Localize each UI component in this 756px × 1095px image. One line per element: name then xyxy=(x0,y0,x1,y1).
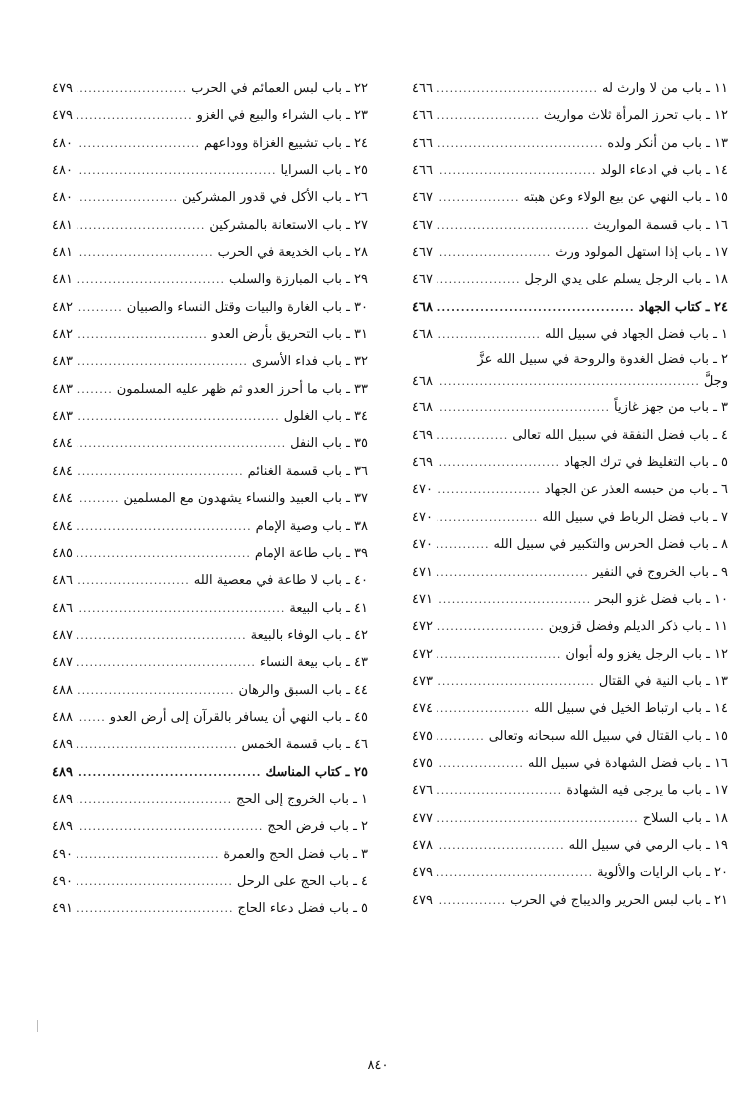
entry-page-number: ٤٦٦ xyxy=(412,135,433,151)
dot-leader xyxy=(437,887,506,914)
index-entry xyxy=(52,102,368,129)
dot-leader xyxy=(77,157,277,184)
book-heading-entry xyxy=(412,294,728,321)
index-entry xyxy=(52,266,368,293)
entry-title: ٣ ـ باب فضل الحج والعمرة xyxy=(223,846,368,862)
index-entry xyxy=(412,157,728,184)
dot-leader xyxy=(77,540,251,567)
entry-page-number: ٤٦٦ xyxy=(412,163,433,179)
entry-title: ٣٤ ـ باب الغلول xyxy=(283,409,368,425)
dot-leader xyxy=(77,841,219,868)
entry-page-number: ٤٧١ xyxy=(412,564,433,580)
entry-title: ٤١ ـ باب البيعة xyxy=(289,600,368,616)
dot-leader xyxy=(437,777,562,804)
entry-page-number: ٤٩٠ xyxy=(52,846,73,862)
entry-title: ١١ ـ باب ذكر الديلم وفضل قزوين xyxy=(548,619,728,635)
index-entry xyxy=(52,485,368,512)
index-entry xyxy=(412,394,728,421)
dot-leader xyxy=(77,266,225,293)
entry-page-number: ٤٨٤ xyxy=(52,436,73,452)
entry-title: ٣٦ ـ باب قسمة الغنائم xyxy=(247,463,368,479)
index-entry xyxy=(412,531,728,558)
entry-title: ١٢ ـ باب تحرز المرأة ثلاث مواريث xyxy=(543,108,728,124)
entry-title: ٢ ـ باب فضل الغدوة والروحة في سبيل الله عزَّ xyxy=(477,352,728,368)
entry-title: ٩ ـ باب الخروج في النفير xyxy=(592,564,728,580)
dot-leader xyxy=(77,649,256,676)
dot-leader xyxy=(437,157,596,184)
entry-page-number: ٤٨٣ xyxy=(52,409,73,425)
index-entry xyxy=(412,449,728,476)
dot-leader xyxy=(437,586,591,613)
dot-leader xyxy=(437,422,508,449)
index-entry xyxy=(52,321,368,348)
entry-title: ١ ـ باب فضل الجهاد في سبيل الله xyxy=(544,327,728,343)
entry-title: ٥ ـ باب التغليظ في ترك الجهاد xyxy=(564,455,728,471)
dot-leader xyxy=(77,567,190,594)
dot-leader xyxy=(77,485,120,512)
dot-leader xyxy=(77,75,187,102)
dot-leader xyxy=(437,370,700,394)
entry-page-number: ٤٨٤ xyxy=(52,463,73,479)
entry-title: ١٦ ـ باب فضل الشهادة في سبيل الله xyxy=(527,755,728,771)
entry-title: ١ ـ باب الخروج إلى الحج xyxy=(236,791,368,807)
index-entry xyxy=(52,731,368,758)
dot-leader xyxy=(77,458,244,485)
entry-title: ٤٦ ـ باب قسمة الخمس xyxy=(241,737,368,753)
index-entry xyxy=(52,841,368,868)
entry-title: ١٢ ـ باب الرجل يغزو وله أبوان xyxy=(565,646,728,662)
dot-leader xyxy=(77,130,200,157)
entry-title: ٤ ـ باب الحج على الرحل xyxy=(236,873,368,889)
dot-leader xyxy=(77,184,178,211)
index-entry xyxy=(52,786,368,813)
index-column-right xyxy=(412,75,728,914)
entry-page-number: ٤٦٨ xyxy=(412,327,433,343)
index-entry xyxy=(52,184,368,211)
entry-title: ١١ ـ باب من لا وارث له xyxy=(602,81,728,96)
entry-page-number: ٤٦٦ xyxy=(412,81,433,96)
entry-page-number: ٤٧٧ xyxy=(412,810,433,826)
dot-leader xyxy=(77,212,205,239)
entry-page-number: ٤٧٣ xyxy=(412,673,433,689)
dot-leader xyxy=(77,294,123,321)
index-entry xyxy=(412,613,728,640)
entry-title: ٨ ـ باب فضل الحرس والتكبير في سبيل الله xyxy=(493,537,728,553)
dot-leader xyxy=(437,266,521,293)
entry-title: ٣٢ ـ باب فداء الأسرى xyxy=(251,354,368,370)
entry-page-number: ٤٦٨ xyxy=(412,400,433,416)
index-entry xyxy=(52,622,368,649)
entry-page-number: ٤٨١ xyxy=(52,245,73,261)
dot-leader xyxy=(437,321,541,348)
index-column-left xyxy=(52,75,368,923)
dot-leader xyxy=(437,531,490,558)
index-entry xyxy=(52,567,368,594)
entry-continuation-line xyxy=(412,370,728,394)
entry-page-number: ٤٦٩ xyxy=(412,455,433,471)
dot-leader xyxy=(77,239,214,266)
index-entry xyxy=(412,695,728,722)
entry-title: ١٣ ـ باب من أنكر ولده xyxy=(607,135,728,151)
entry-page-number: ٤٨٦ xyxy=(52,573,73,589)
entry-title: ٢٥ ـ باب السرايا xyxy=(280,163,368,179)
entry-title: ٤٠ ـ باب لا طاعة في معصية الله xyxy=(193,573,368,589)
entry-page-number: ٤٧٢ xyxy=(412,646,433,662)
dot-leader xyxy=(77,430,286,457)
entry-page-number: ٤٦٨ xyxy=(412,374,433,390)
entry-title: ٤٤ ـ باب السبق والرهان xyxy=(238,682,368,698)
entry-title: ١٧ ـ باب إذا استهل المولود ورث xyxy=(555,245,728,261)
entry-title: ١٠ ـ باب فضل غزو البحر xyxy=(595,591,728,607)
dot-leader xyxy=(437,613,545,640)
entry-title: ١٤ ـ باب ارتباط الخيل في سبيل الله xyxy=(533,701,728,717)
entry-page-number: ٤٨٦ xyxy=(52,600,73,616)
entry-page-number: ٤٧٠ xyxy=(412,509,433,525)
entry-title: ١٥ ـ باب النهي عن بيع الولاء وعن هبته xyxy=(523,190,728,206)
dot-leader xyxy=(437,394,610,421)
dot-leader xyxy=(77,731,238,758)
entry-title: ١٧ ـ باب ما يرجى فيه الشهادة xyxy=(566,783,728,799)
dot-leader xyxy=(437,832,565,859)
index-entry xyxy=(412,75,728,102)
index-entry xyxy=(52,895,368,922)
index-entry xyxy=(412,184,728,211)
entry-title: ٢٥ ـ كتاب المناسك xyxy=(265,764,368,780)
dot-leader xyxy=(437,750,524,777)
entry-title: ٤٣ ـ باب بيعة النساء xyxy=(259,655,368,671)
dot-leader xyxy=(77,868,233,895)
entry-title: ١٨ ـ باب السلاح xyxy=(642,810,728,826)
dot-leader xyxy=(77,513,252,540)
entry-page-number: ٤٧٨ xyxy=(412,837,433,853)
entry-title: ٣٠ ـ باب الغارة والبيات وقتل النساء والصبيان xyxy=(126,299,368,315)
entry-page-number: ٤٧٩ xyxy=(52,108,73,124)
dot-leader xyxy=(437,449,560,476)
entry-page-number: ٤٨٩ xyxy=(52,791,73,807)
entry-title: ١٩ ـ باب الرمي في سبيل الله xyxy=(568,837,728,853)
index-entry xyxy=(412,559,728,586)
index-entry xyxy=(412,239,728,266)
dot-leader xyxy=(437,668,595,695)
entry-title: ٢٠ ـ باب الرايات والألوية xyxy=(597,865,728,881)
index-entry xyxy=(412,504,728,531)
entry-page-number: ٤٧٠ xyxy=(412,537,433,553)
entry-page-number: ٤٨٢ xyxy=(52,327,73,343)
entry-page-number: ٤٨٥ xyxy=(52,545,73,561)
dot-leader xyxy=(437,184,520,211)
index-entry xyxy=(412,130,728,157)
index-entry xyxy=(412,321,728,348)
dot-leader xyxy=(437,294,635,321)
dot-leader xyxy=(437,102,540,129)
index-entry xyxy=(52,294,368,321)
index-entry xyxy=(412,422,728,449)
index-entry xyxy=(52,75,368,102)
index-entry xyxy=(412,805,728,832)
entry-title: ٢٢ ـ باب لبس العمائم في الحرب xyxy=(191,81,368,96)
dot-leader xyxy=(437,212,590,239)
entry-title: ٢٤ ـ باب تشييع الغزاة ووداعهم xyxy=(203,135,368,151)
dot-leader xyxy=(77,102,193,129)
margin-mark xyxy=(37,1020,38,1032)
page-number: ٨٤٠ xyxy=(367,1058,389,1073)
entry-page-number: ٤٨٩ xyxy=(52,737,73,753)
entry-page-number: ٤٧٩ xyxy=(52,81,73,96)
dot-leader xyxy=(77,595,285,622)
index-entry xyxy=(412,266,728,293)
entry-page-number: ٤٨٨ xyxy=(52,709,73,725)
dot-leader xyxy=(77,403,280,430)
entry-title: ٤ ـ باب فضل النفقة في سبيل الله تعالى xyxy=(512,427,728,443)
index-entry xyxy=(52,704,368,731)
index-entry xyxy=(52,348,368,375)
entry-page-number: ٤٦٨ xyxy=(412,299,433,315)
dot-leader xyxy=(77,813,263,840)
index-entry xyxy=(52,458,368,485)
index-entry xyxy=(52,130,368,157)
entry-page-number: ٤٨٠ xyxy=(52,135,73,151)
entry-page-number: ٤٩٠ xyxy=(52,873,73,889)
entry-title: ٧ ـ باب فضل الرباط في سبيل الله xyxy=(542,509,728,525)
index-entry xyxy=(412,641,728,668)
index-entry xyxy=(52,376,368,403)
entry-page-number: ٤٨٠ xyxy=(52,190,73,206)
entry-page-number: ٤٦٧ xyxy=(412,272,433,288)
entry-page-number: ٤٨٩ xyxy=(52,819,73,835)
dot-leader xyxy=(437,75,598,102)
index-entry xyxy=(412,102,728,129)
entry-page-number: ٤٧٢ xyxy=(412,619,433,635)
dot-leader xyxy=(437,559,589,586)
entry-page-number: ٤٧٦ xyxy=(412,783,433,799)
index-entry xyxy=(412,348,728,394)
entry-title: ٢٤ ـ كتاب الجهاد xyxy=(638,299,728,315)
index-entry xyxy=(412,859,728,886)
entry-page-number: ٤٨٢ xyxy=(52,299,73,315)
entry-page-number: ٤٨٣ xyxy=(52,354,73,370)
entry-title-continuation: وجلَّ xyxy=(703,374,728,390)
entry-title: ٣ ـ باب من جهز غازياً xyxy=(614,400,728,416)
dot-leader xyxy=(77,376,113,403)
entry-title: ٢٨ ـ باب الخديعة في الحرب xyxy=(217,245,368,261)
entry-title: ١٥ ـ باب القتال في سبيل الله سبحانه وتعالى xyxy=(488,728,728,744)
entry-title: ٢٣ ـ باب الشراء والبيع في الغزو xyxy=(196,108,368,124)
entry-page-number: ٤٧٥ xyxy=(412,755,433,771)
index-entry xyxy=(52,813,368,840)
entry-page-number: ٤٧٩ xyxy=(412,865,433,881)
entry-title: ٣٥ ـ باب النفل xyxy=(290,436,368,452)
index-entry xyxy=(52,513,368,540)
entry-page-number: ٤٨٧ xyxy=(52,655,73,671)
entry-title: ٣٨ ـ باب وصية الإمام xyxy=(255,518,368,534)
entry-page-number: ٤٧٩ xyxy=(412,892,433,908)
index-entry xyxy=(412,750,728,777)
index-entry xyxy=(412,586,728,613)
dot-leader xyxy=(437,805,639,832)
dot-leader xyxy=(437,239,551,266)
entry-title: ١٤ ـ باب في ادعاء الولد xyxy=(600,163,728,179)
index-entry xyxy=(412,476,728,503)
dot-leader xyxy=(77,622,247,649)
entry-page-number: ٤٧٥ xyxy=(412,728,433,744)
entry-page-number: ٤٧٤ xyxy=(412,701,433,717)
index-entry xyxy=(52,239,368,266)
dot-leader xyxy=(437,504,538,531)
dot-leader xyxy=(77,759,262,786)
dot-leader xyxy=(77,895,234,922)
index-entry xyxy=(412,668,728,695)
index-entry xyxy=(412,832,728,859)
dot-leader xyxy=(77,321,208,348)
entry-page-number: ٤٩١ xyxy=(52,901,73,917)
dot-leader xyxy=(437,641,561,668)
dot-leader xyxy=(437,695,530,722)
entry-title: ٢٦ ـ باب الأكل في قدور المشركين xyxy=(182,190,368,206)
entry-page-number: ٤٨٩ xyxy=(52,764,73,780)
index-entry xyxy=(52,540,368,567)
entry-title: ٢١ ـ باب لبس الحرير والديباج في الحرب xyxy=(510,892,728,908)
entry-title: ٣٧ ـ باب العبيد والنساء يشهدون مع المسلمين xyxy=(123,491,368,507)
dot-leader xyxy=(77,348,248,375)
entry-page-number: ٤٨٣ xyxy=(52,381,73,397)
entry-page-number: ٤٨٤ xyxy=(52,518,73,534)
entry-page-number: ٤٦٧ xyxy=(412,217,433,233)
book-heading-entry xyxy=(52,759,368,786)
dot-leader xyxy=(77,677,235,704)
entry-title: ١٦ ـ باب قسمة المواريث xyxy=(593,217,728,233)
index-entry xyxy=(52,868,368,895)
entry-page-number: ٤٦٧ xyxy=(412,245,433,261)
entry-title: ٣٩ ـ باب طاعة الإمام xyxy=(254,545,368,561)
entry-page-number: ٤٦٧ xyxy=(412,190,433,206)
entry-page-number: ٤٨٧ xyxy=(52,627,73,643)
entry-page-number: ٤٧٠ xyxy=(412,482,433,498)
entry-page-number: ٤٨٨ xyxy=(52,682,73,698)
entry-page-number: ٤٨٠ xyxy=(52,163,73,179)
index-entry xyxy=(52,212,368,239)
index-entry xyxy=(52,430,368,457)
index-entry xyxy=(52,403,368,430)
index-entry xyxy=(52,595,368,622)
dot-leader xyxy=(77,704,106,731)
dot-leader xyxy=(77,786,232,813)
entry-title: ١٣ ـ باب النية في القتال xyxy=(598,673,728,689)
index-entry xyxy=(52,157,368,184)
entry-page-number: ٤٨١ xyxy=(52,217,73,233)
entry-title: ٢٧ ـ باب الاستعانة بالمشركين xyxy=(209,217,368,233)
entry-title: ٣٣ ـ باب ما أحرز العدو ثم ظهر عليه المسلمون xyxy=(116,381,368,397)
entry-title: ٥ ـ باب فضل دعاء الحاج xyxy=(237,901,368,917)
dot-leader xyxy=(437,723,485,750)
entry-title: ١٨ ـ باب الرجل يسلم على يدي الرجل xyxy=(524,272,728,288)
entry-title: ٢ ـ باب فرض الحج xyxy=(267,819,368,835)
entry-title: ٣١ ـ باب التحريق بأرض العدو xyxy=(211,327,368,343)
entry-title: ٤٢ ـ باب الوفاء بالبيعة xyxy=(250,627,368,643)
index-entry xyxy=(52,677,368,704)
entry-page-number: ٤٧١ xyxy=(412,591,433,607)
index-entry xyxy=(52,649,368,676)
entry-title: ٤٥ ـ باب النهي أن يسافر بالقرآن إلى أرض العدو xyxy=(109,709,368,725)
index-entry xyxy=(412,723,728,750)
dot-leader xyxy=(437,859,593,886)
entry-page-number: ٤٨٤ xyxy=(52,491,73,507)
index-entry xyxy=(412,212,728,239)
dot-leader xyxy=(437,476,541,503)
entry-page-number: ٤٦٩ xyxy=(412,427,433,443)
entry-title: ٦ ـ باب من حبسه العذر عن الجهاد xyxy=(544,482,728,498)
entry-page-number: ٤٨١ xyxy=(52,272,73,288)
entry-page-number: ٤٦٦ xyxy=(412,108,433,124)
dot-leader xyxy=(437,130,603,157)
index-entry xyxy=(412,777,728,804)
index-entry xyxy=(412,887,728,914)
entry-title: ٢٩ ـ باب المبارزة والسلب xyxy=(229,272,368,288)
